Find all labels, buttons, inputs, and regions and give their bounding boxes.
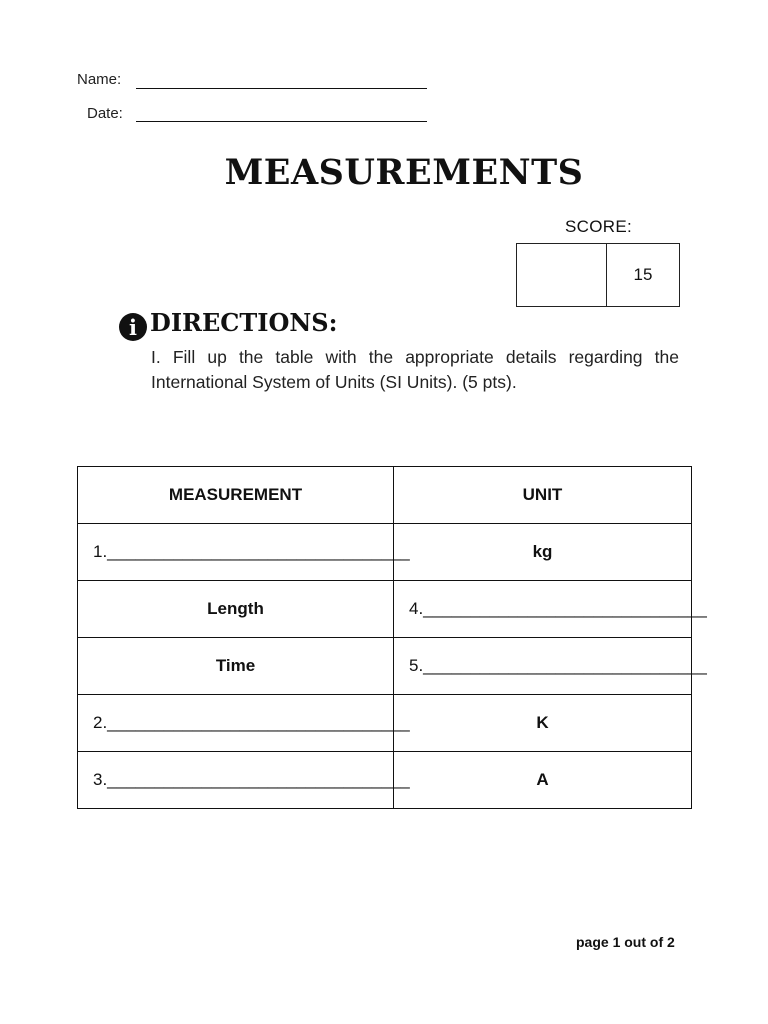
table-row: [78, 695, 692, 752]
table-row: [78, 524, 692, 581]
unit-blank-5[interactable]: 5.______________________________: [394, 638, 692, 695]
table-row: [78, 638, 692, 695]
score-label: SCORE:: [565, 217, 632, 236]
unit-column-header: UNIT: [394, 467, 692, 524]
score-obtained-cell[interactable]: [517, 244, 607, 306]
date-field[interactable]: [136, 121, 427, 122]
unit-cell: A: [394, 752, 692, 809]
page-title: MEASUREMENTS: [224, 152, 584, 193]
name-field[interactable]: [136, 88, 427, 89]
directions-text: I. Fill up the table with the appropriate details regarding the International System of Units (SI Units). (5 pts).: [151, 347, 679, 392]
unit-blank-4[interactable]: 4.______________________________: [394, 581, 692, 638]
table-row: [78, 581, 692, 638]
measurement-cell: Length: [78, 581, 394, 638]
measurement-blank-2[interactable]: 2.________________________________: [78, 695, 394, 752]
measurement-blank-3[interactable]: 3.________________________________: [78, 752, 394, 809]
info-icon: i: [119, 313, 147, 341]
unit-cell: kg: [394, 524, 692, 581]
unit-cell: K: [394, 695, 692, 752]
table-row: [78, 752, 692, 809]
table-header-row: [78, 467, 692, 524]
name-label: Name:: [77, 71, 122, 88]
date-label: Date:: [87, 105, 123, 122]
si-units-table: [77, 466, 707, 809]
measurement-column-header: MEASUREMENT: [78, 467, 394, 524]
measurement-cell: Time: [78, 638, 394, 695]
directions-heading: DIRECTIONS:: [150, 308, 338, 337]
score-total-cell: 15: [633, 265, 653, 284]
measurement-blank-1[interactable]: 1.________________________________: [78, 524, 394, 581]
score-box: [516, 243, 680, 307]
page-indicator: page 1 out of 2: [576, 934, 675, 950]
